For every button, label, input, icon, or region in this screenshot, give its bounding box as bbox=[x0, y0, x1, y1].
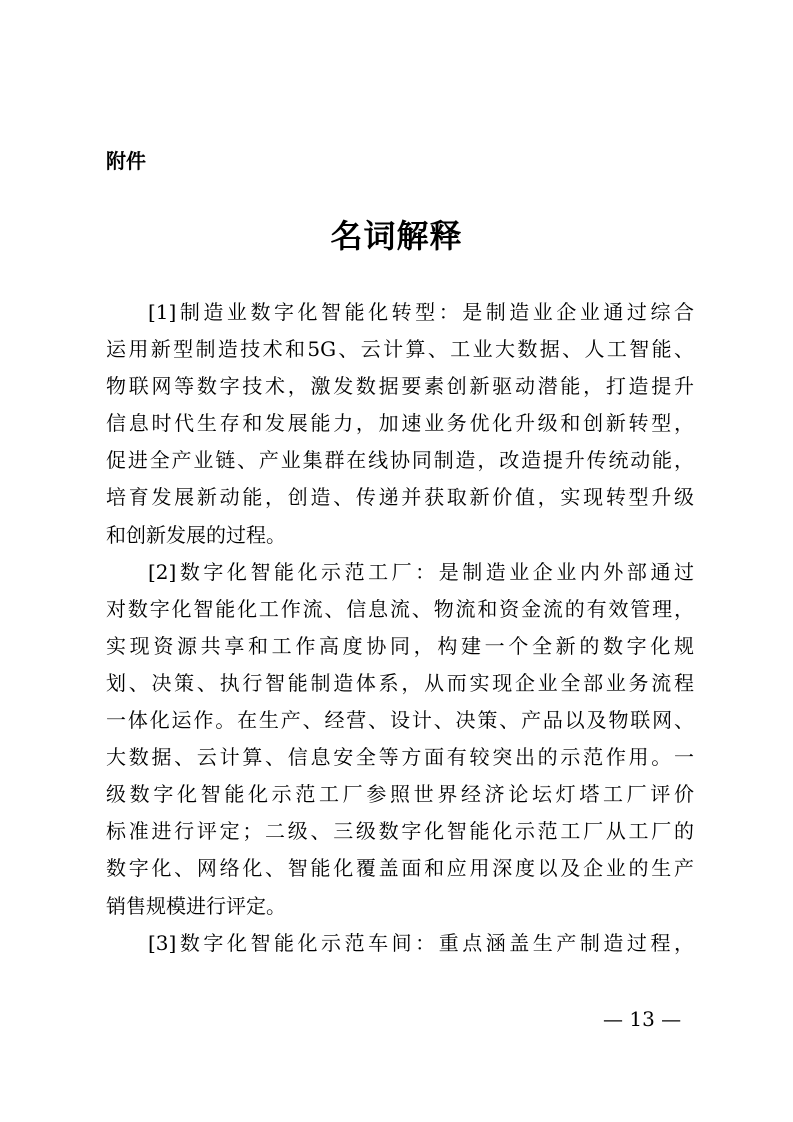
paragraph-2-line-4: 划、决策、执行智能制造体系，从而实现企业全部业务流程 bbox=[106, 670, 694, 695]
document-title: 名词解释 bbox=[330, 217, 463, 255]
paragraph-2-line-7: 级数字化智能化示范工厂参照世界经济论坛灯塔工厂评价 bbox=[106, 782, 694, 807]
paragraph-1-line-2: 运用新型制造技术和5G、云计算、工业大数据、人工智能、 bbox=[106, 337, 694, 362]
page-number: — 13 — bbox=[603, 1007, 682, 1031]
paragraph-1-line-5: 促进全产业链、产业集群在线协同制造，改造提升传统动能， bbox=[106, 448, 694, 473]
paragraph-1-line-4: 信息时代生存和发展能力，加速业务优化升级和创新转型， bbox=[106, 411, 694, 436]
paragraph-1-line-6: 培育发展新动能，创造、传递并获取新价值，实现转型升级 bbox=[106, 485, 694, 510]
paragraph-2-line-8: 标准进行评定；二级、三级数字化智能化示范工厂从工厂的 bbox=[106, 819, 694, 844]
paragraph-2-line-2: 对数字化智能化工作流、信息流、物流和资金流的有效管理， bbox=[106, 596, 694, 621]
paragraph-2-line-9: 数字化、网络化、智能化覆盖面和应用深度以及企业的生产 bbox=[106, 856, 694, 881]
attachment-label: 附件 bbox=[106, 149, 146, 173]
paragraph-1-line-1: [1]制造业数字化智能化转型：是制造业企业通过综合 bbox=[148, 300, 694, 324]
paragraph-2-line-1: [2]数字化智能化示范工厂：是制造业企业内外部通过 bbox=[148, 559, 694, 584]
paragraph-2-line-6: 大数据、云计算、信息安全等方面有较突出的示范作用。一 bbox=[106, 745, 694, 770]
document-body bbox=[106, 294, 694, 962]
paragraph-3-line-1: [3]数字化智能化示范车间：重点涵盖生产制造过程， bbox=[148, 930, 694, 955]
paragraph-2-line-5: 一体化运作。在生产、经营、设计、决策、产品以及物联网、 bbox=[106, 708, 694, 733]
paragraph-1-line-7: 和创新发展的过程。 bbox=[106, 522, 286, 547]
paragraph-1-line-3: 物联网等数字技术，激发数据要素创新驱动潜能，打造提升 bbox=[106, 374, 694, 399]
paragraph-2-line-3: 实现资源共享和工作高度协同，构建一个全新的数字化规 bbox=[106, 633, 694, 658]
paragraph-2-line-10: 销售规模进行评定。 bbox=[106, 893, 286, 918]
